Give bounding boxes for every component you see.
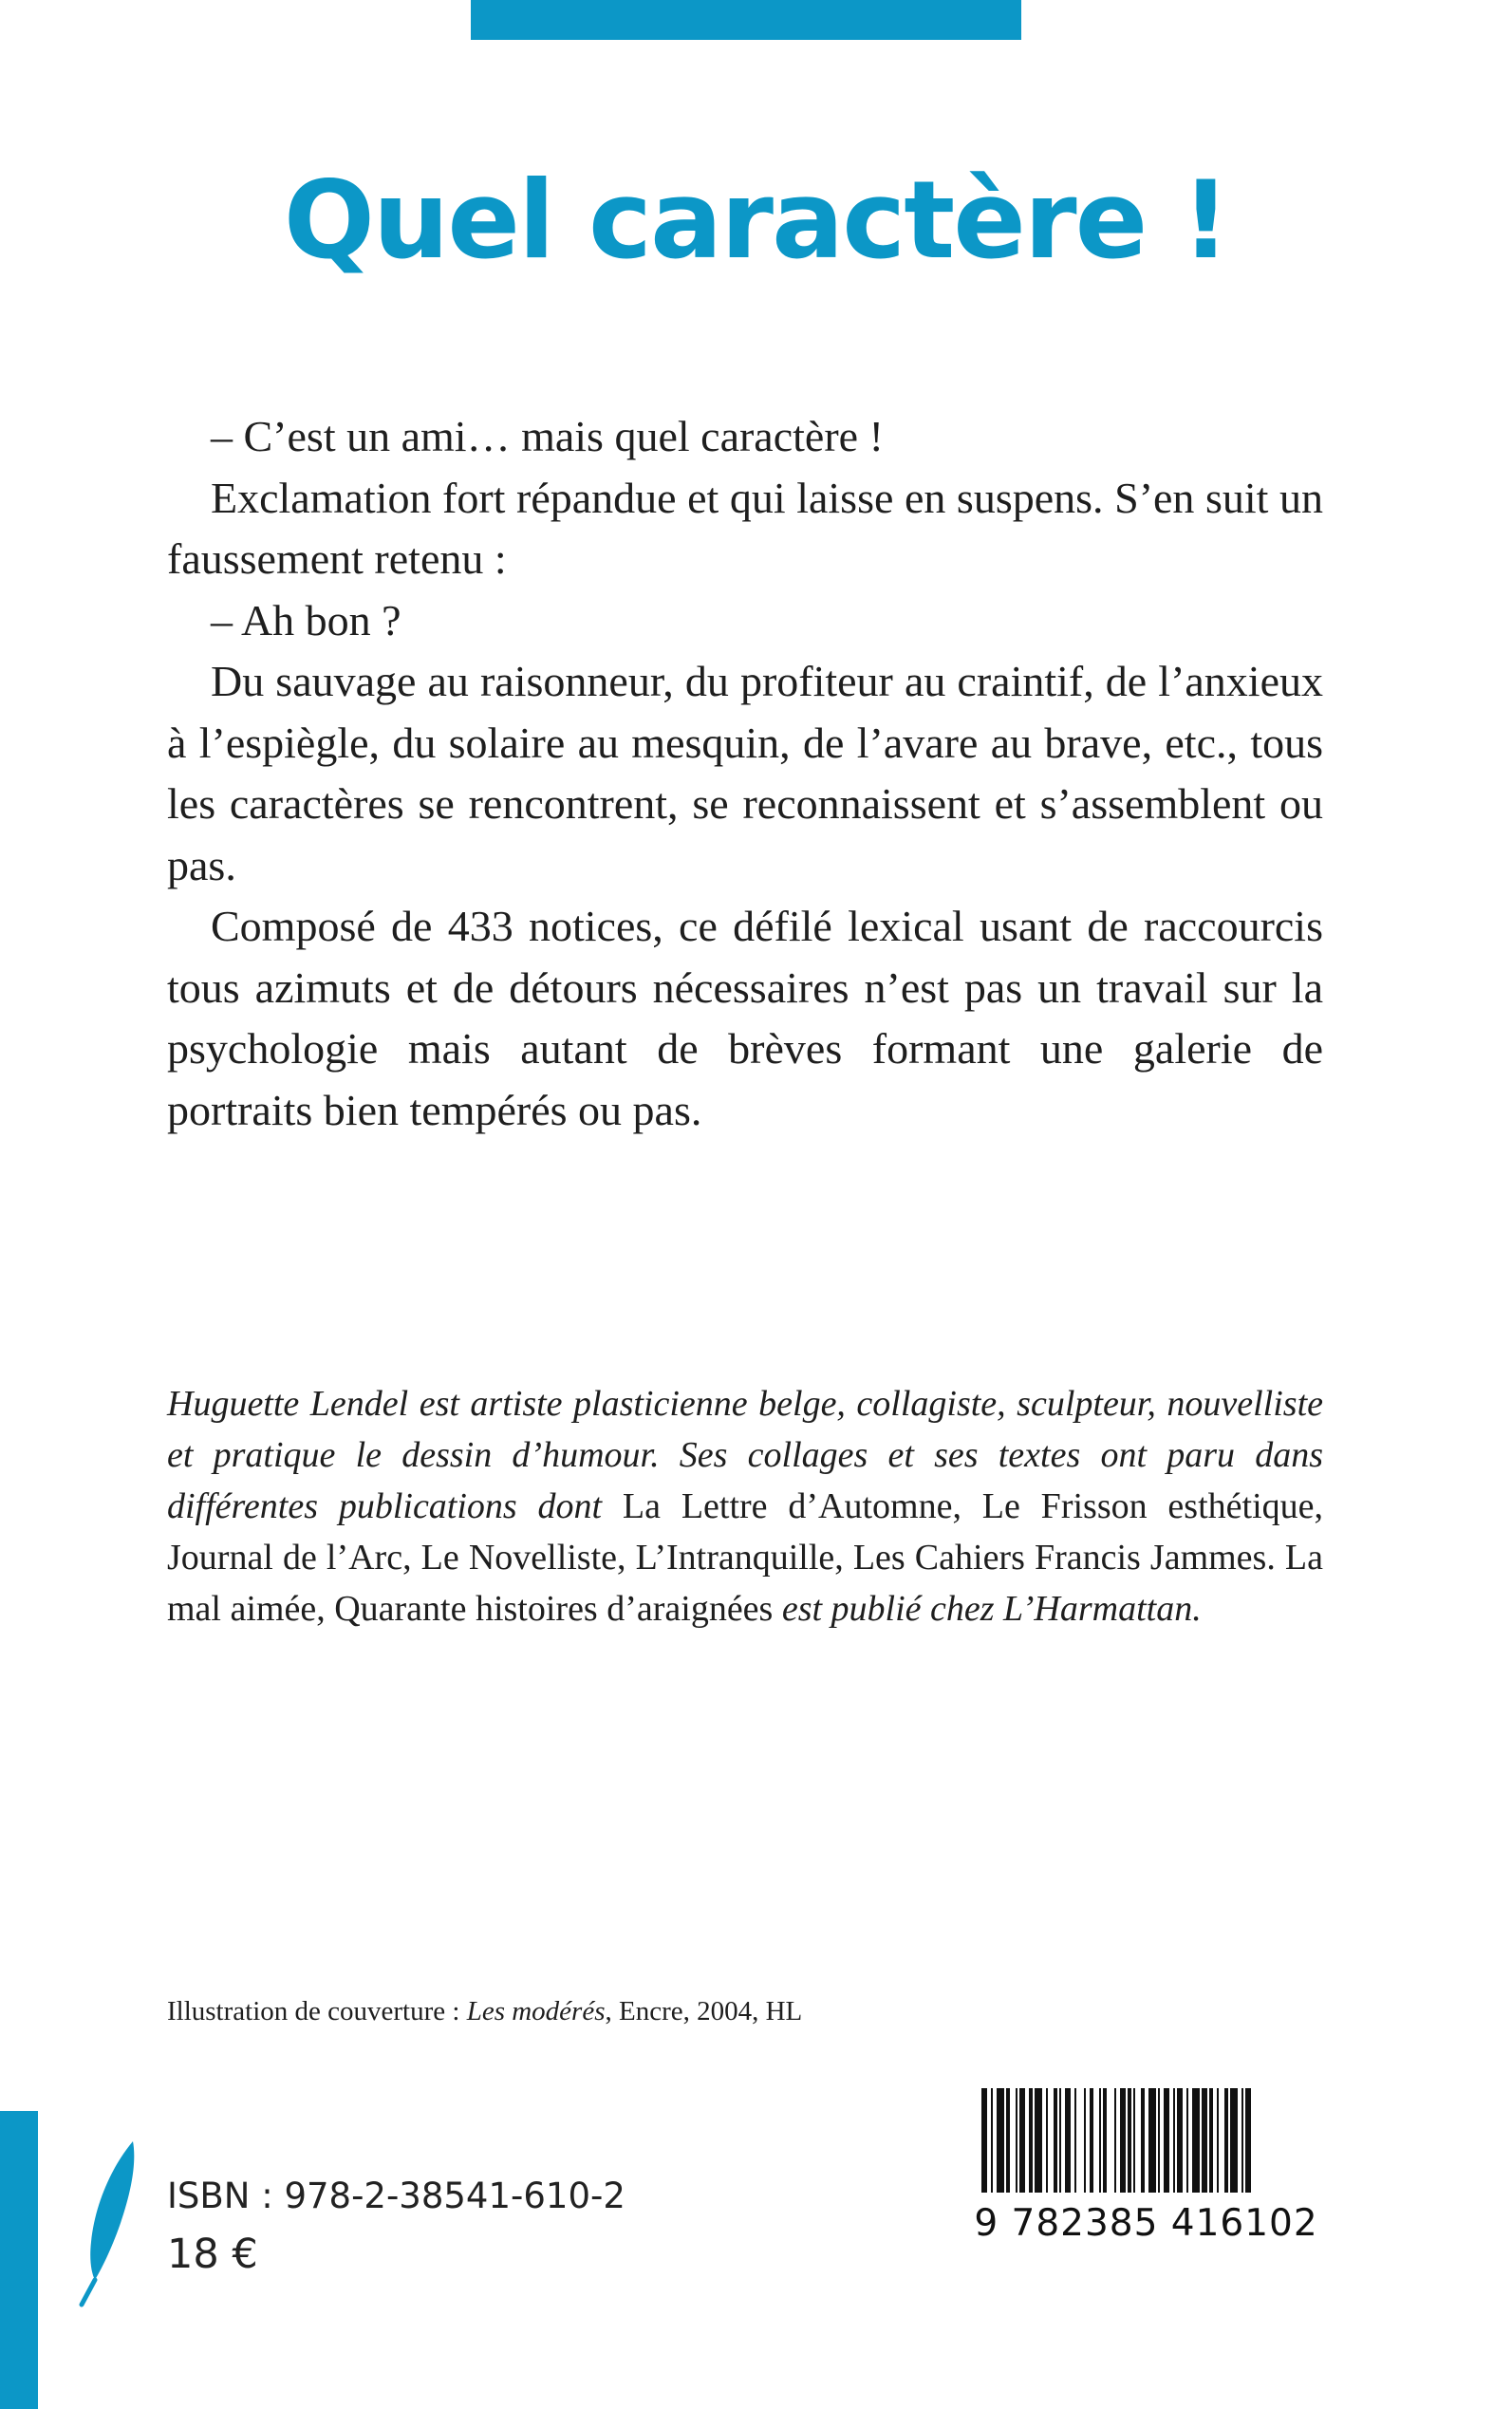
blurb-paragraph: – C’est un ami… mais quel caractère ! (211, 412, 884, 460)
bio-part-roman: La Lettre d’Automne, Le Frisson esthétique, Journal de l’Arc, Le Novelliste, L’Intranquille, Les Cahiers Francis Jammes. La mal aimée, Quarante histoires d’araignées (167, 1486, 1323, 1629)
barcode-bar (1245, 2088, 1251, 2193)
barcode-bar (1241, 2088, 1243, 2193)
barcode-bar (997, 2088, 1004, 2193)
barcode-bar (1158, 2088, 1160, 2193)
barcode-bar (1065, 2088, 1071, 2193)
blurb-paragraph: Du sauvage au raisonneur, du profiteur au craintif, de l’anxieux à l’espiègle, du solaire au mesquin, de l’avare au brave, etc., tous les caractères se rencontrent, se reconnaissent et s’assemblent ou pas. (167, 657, 1323, 889)
barcode-bar (1035, 2088, 1042, 2193)
barcode-bar (1084, 2088, 1086, 2193)
barcode-bar (1148, 2088, 1156, 2193)
bio-part-italic: Huguette Lendel est artiste plasticienne belge, collagiste, sculpteur, nouvelliste et pratique le dessin d’humour. Ses collages et ses textes ont paru dans différentes publications dont (167, 1384, 1323, 1526)
isbn-label: ISBN : 978-2-38541-610-2 (167, 2176, 625, 2216)
barcode-bar (1164, 2088, 1169, 2193)
barcode-bar (1186, 2088, 1188, 2193)
top-accent-bar (471, 0, 1021, 40)
barcode-bar (1029, 2088, 1033, 2193)
barcode-bar (1173, 2088, 1175, 2193)
barcode-bar (991, 2088, 993, 2193)
credit-prefix: Illustration de couverture : (167, 1996, 467, 2026)
feather-icon (74, 2138, 140, 2308)
blurb-paragraph: – Ah bon ? (211, 595, 401, 644)
book-title: Quel caractère ! (283, 158, 1229, 283)
barcode-bar (1128, 2088, 1131, 2193)
author-bio (167, 1378, 1323, 1634)
barcode-digits: 9 782385 416102 (974, 2202, 1318, 2245)
barcode-bar (1019, 2088, 1025, 2193)
barcode-bar (1103, 2088, 1107, 2193)
barcode-bar (981, 2088, 987, 2193)
barcode-bar (1230, 2088, 1238, 2193)
left-accent-bar (0, 2111, 38, 2409)
barcode-bar (1217, 2088, 1219, 2193)
barcode-bar (1046, 2088, 1048, 2193)
back-cover-blurb (167, 406, 1323, 1141)
author-bio-text (167, 1378, 1323, 1634)
barcode-bar (1099, 2088, 1101, 2193)
barcode-bar (1224, 2088, 1228, 2193)
barcode-bar (1133, 2088, 1135, 2193)
price-label: 18 € (167, 2231, 258, 2278)
barcode-bar (1202, 2088, 1207, 2193)
barcode-bar (1114, 2088, 1116, 2193)
barcode-bar (1177, 2088, 1183, 2193)
barcode-bar (1074, 2088, 1076, 2193)
barcode-bar (1006, 2088, 1010, 2193)
barcode-bar (1059, 2088, 1061, 2193)
bio-part-italic-end: est publié chez L’Harmattan. (773, 1589, 1202, 1629)
barcode-bar (1054, 2088, 1057, 2193)
barcode-bar (1090, 2088, 1093, 2193)
blurb-paragraph: Composé de 433 notices, ce défilé lexical usant de raccourcis tous azimuts et de détours nécessaires n’est pas un travail sur la psychologie mais autant de brèves formant une galerie de portraits bien tempérés ou pas. (167, 902, 1323, 1134)
barcode-bar (1192, 2088, 1200, 2193)
barcode-bar (1120, 2088, 1126, 2193)
cover-illustration-credit (167, 1992, 1116, 2030)
credit-suffix: , Encre, 2004, HL (605, 1996, 803, 2026)
barcode-bar (1016, 2088, 1017, 2193)
blurb-paragraph: Exclamation fort répandue et qui laisse en suspens. S’en suit un faussement retenu : (167, 473, 1323, 583)
barcode-bar (1209, 2088, 1213, 2193)
credit-work-title: Les modérés (466, 1996, 606, 2026)
barcode-bar (1141, 2088, 1145, 2193)
